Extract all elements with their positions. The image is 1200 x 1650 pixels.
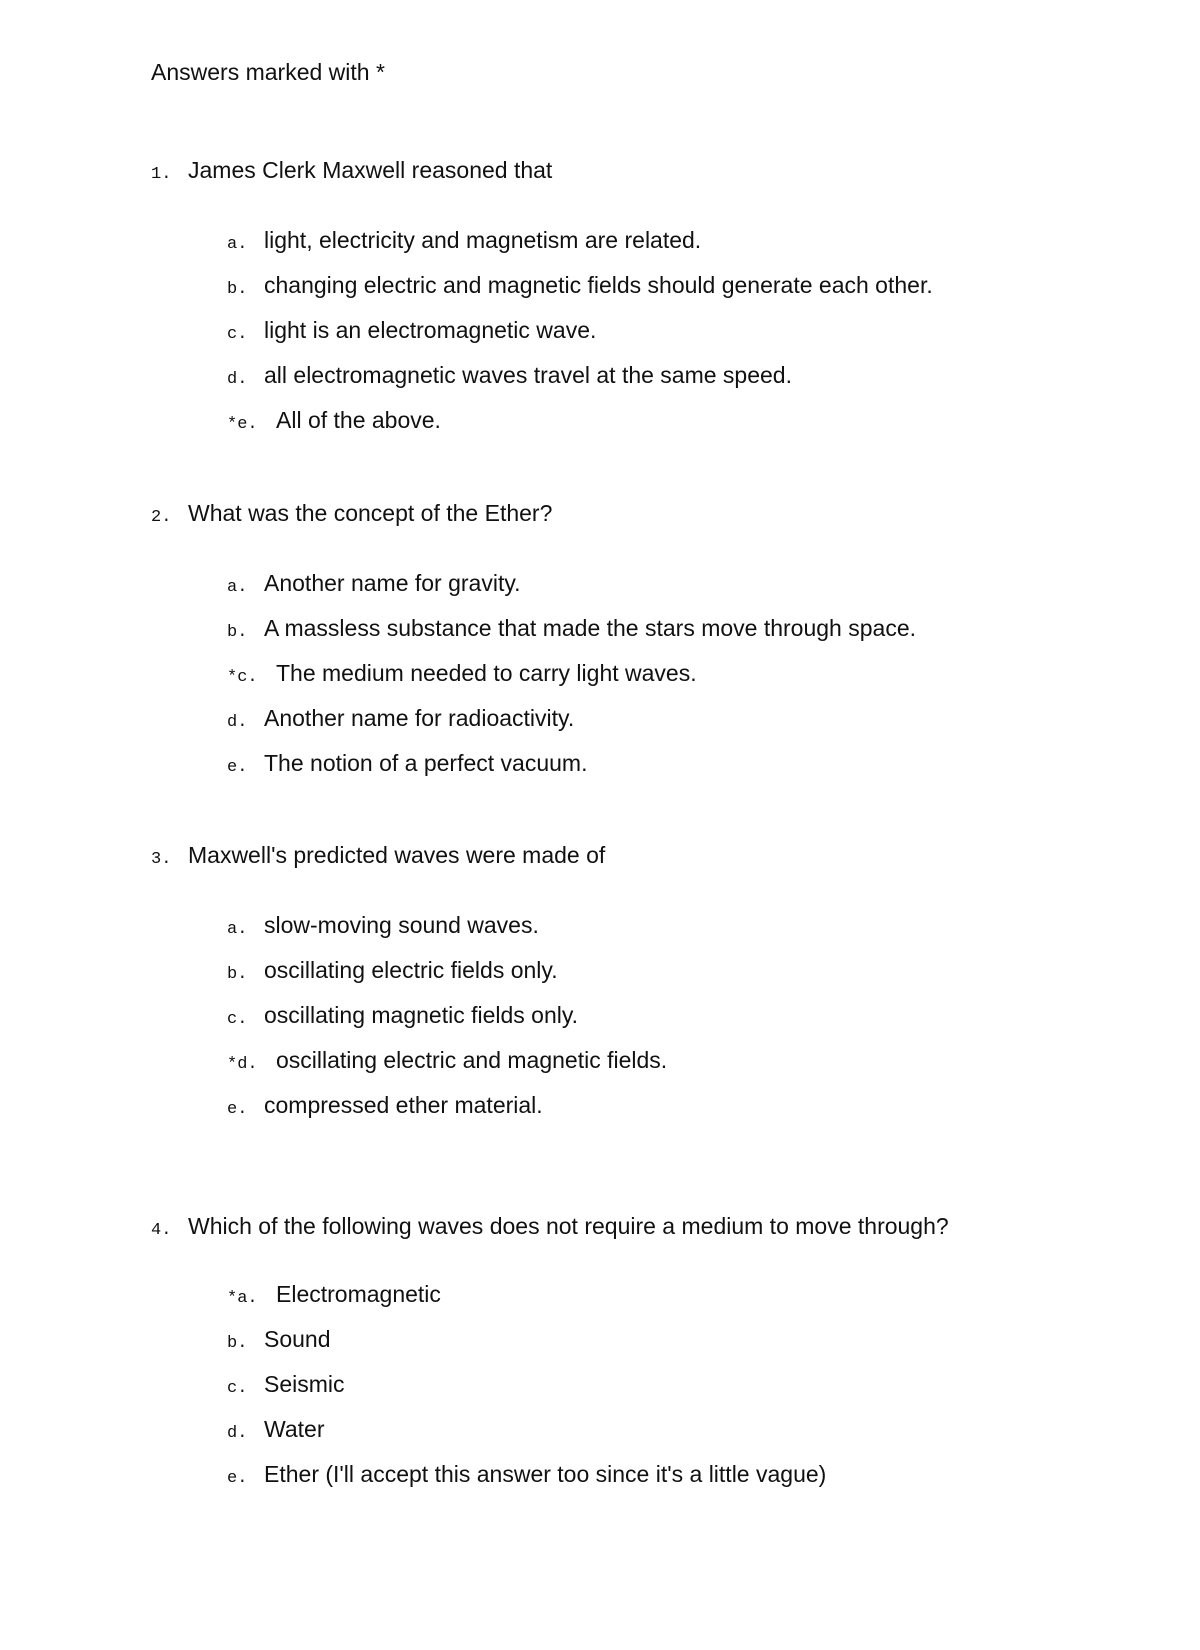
option-text: light is an electromagnetic wave. — [264, 317, 597, 343]
option-item — [227, 1092, 667, 1137]
question-number: 2. — [151, 508, 172, 527]
option-text: Sound — [264, 1326, 331, 1352]
option-item — [227, 1461, 826, 1506]
option-item — [227, 227, 933, 272]
option-text: oscillating magnetic fields only. — [264, 1002, 579, 1028]
option-letter: c. — [227, 325, 248, 344]
option-item — [227, 705, 916, 750]
option-item — [227, 615, 916, 660]
option-letter: a. — [227, 578, 248, 597]
question-text: James Clerk Maxwell reasoned that — [188, 157, 553, 183]
option-letter: c. — [227, 1379, 248, 1398]
option-text: Another name for radioactivity. — [264, 705, 575, 731]
option-letter: *d. — [227, 1055, 258, 1074]
option-text: A massless substance that made the stars move through space. — [264, 615, 917, 641]
question-2 — [151, 500, 917, 777]
option-list — [227, 570, 916, 795]
option-text: all electromagnetic waves travel at the same speed. — [264, 362, 792, 388]
option-item — [227, 1371, 826, 1416]
option-item-correct — [227, 407, 933, 452]
option-text: changing electric and magnetic fields should generate each other. — [264, 272, 933, 298]
option-item — [227, 362, 933, 407]
option-text: Seismic — [264, 1371, 345, 1397]
option-item — [227, 1002, 667, 1047]
question-1 — [151, 157, 933, 434]
question-text: What was the concept of the Ether? — [188, 500, 553, 526]
option-letter: b. — [227, 1334, 248, 1353]
option-text: light, electricity and magnetism are related. — [264, 227, 702, 253]
option-letter: b. — [227, 280, 248, 299]
option-item — [227, 957, 667, 1002]
option-item-correct — [227, 1281, 826, 1326]
option-list — [227, 912, 667, 1137]
option-letter: *c. — [227, 668, 258, 687]
option-text: The notion of a perfect vacuum. — [264, 750, 588, 776]
option-text: Electromagnetic — [276, 1281, 441, 1307]
option-text: All of the above. — [276, 407, 441, 433]
option-text: Ether (I'll accept this answer too since it's a little vague) — [264, 1461, 827, 1487]
question-text: Which of the following waves does not require a medium to move through? — [188, 1213, 949, 1239]
option-list — [227, 1281, 826, 1506]
option-letter: *e. — [227, 415, 258, 434]
option-item-correct — [227, 1047, 667, 1092]
option-letter: d. — [227, 370, 248, 389]
question-text: Maxwell's predicted waves were made of — [188, 842, 606, 868]
option-item — [227, 912, 667, 957]
option-text: oscillating electric and magnetic fields. — [276, 1047, 668, 1073]
option-letter: a. — [227, 235, 248, 254]
option-letter: d. — [227, 1424, 248, 1443]
option-item — [227, 570, 916, 615]
option-letter: a. — [227, 920, 248, 939]
option-list — [227, 227, 933, 452]
option-item-correct — [227, 660, 916, 705]
option-letter: b. — [227, 965, 248, 984]
question-number: 1. — [151, 165, 172, 184]
option-letter: b. — [227, 623, 248, 642]
question-3 — [151, 842, 668, 1119]
option-text: The medium needed to carry light waves. — [276, 660, 697, 686]
option-text: compressed ether material. — [264, 1092, 543, 1118]
option-text: slow-moving sound waves. — [264, 912, 539, 938]
question-4 — [151, 1213, 949, 1488]
option-letter: e. — [227, 758, 248, 777]
option-item — [227, 272, 933, 317]
option-letter: *a. — [227, 1289, 258, 1308]
option-letter: e. — [227, 1469, 248, 1488]
question-number: 4. — [151, 1221, 172, 1240]
option-text: Another name for gravity. — [264, 570, 521, 596]
option-item — [227, 1416, 826, 1461]
option-text: oscillating electric fields only. — [264, 957, 558, 983]
option-letter: e. — [227, 1100, 248, 1119]
option-item — [227, 1326, 826, 1371]
option-item — [227, 750, 916, 795]
page-header: Answers marked with * — [151, 59, 385, 85]
option-text: Water — [264, 1416, 325, 1442]
option-letter: c. — [227, 1010, 248, 1029]
option-item — [227, 317, 933, 362]
question-number: 3. — [151, 850, 172, 869]
option-letter: d. — [227, 713, 248, 732]
